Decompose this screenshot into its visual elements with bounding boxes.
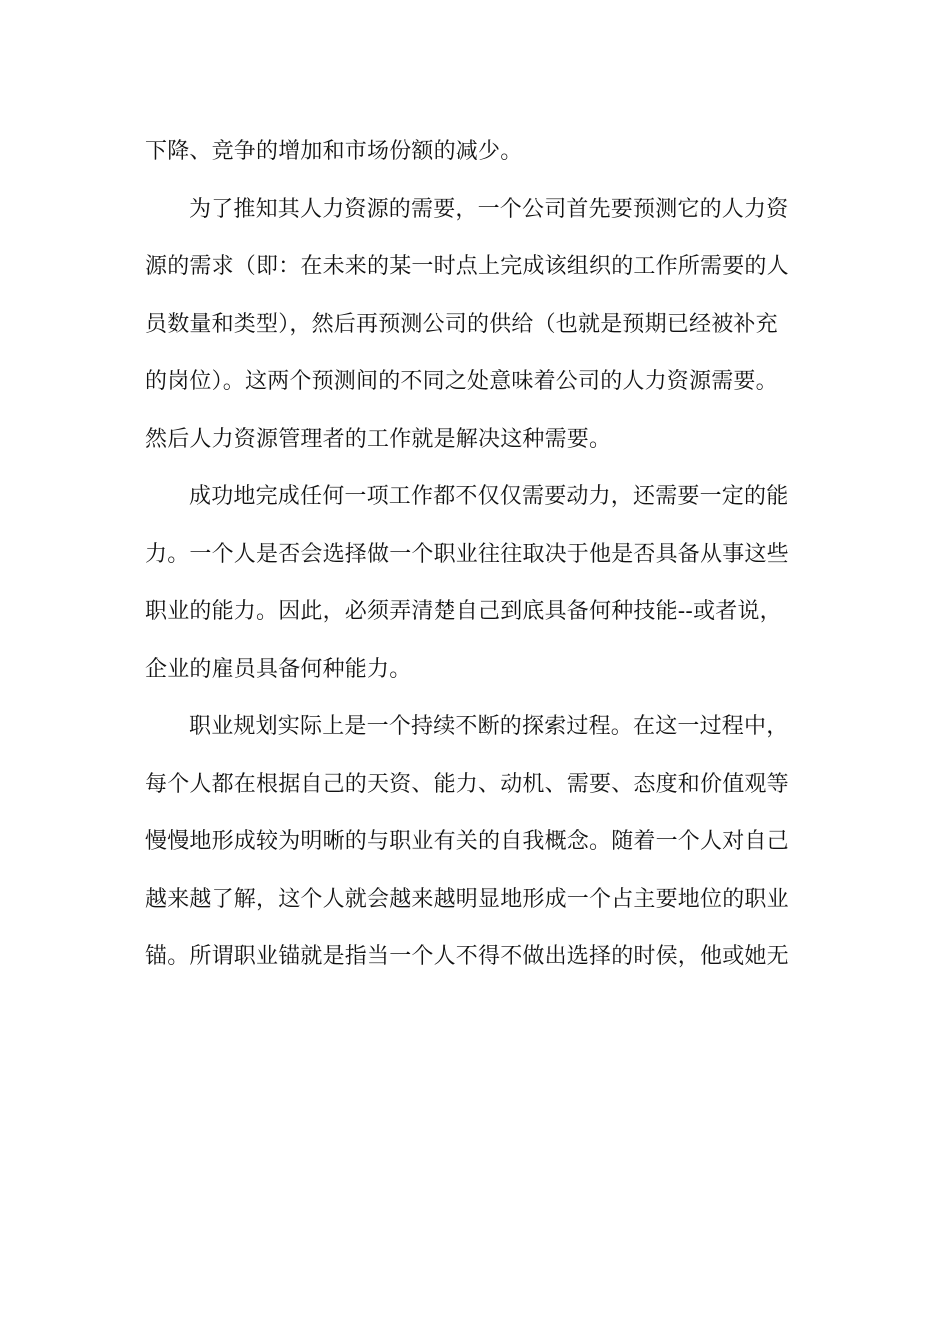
text-line: 然后人力资源管理者的工作就是解决这种需要。 (145, 426, 612, 452)
text-line: 下降、竞争的增加和市场份额的减少。 (145, 139, 523, 164)
text-line: 企业的雇员具备何种能力。 (145, 656, 412, 682)
text-line: 的岗位）。这两个预测间的不同之处意味着公司的人力资源需要。 (145, 369, 778, 394)
text-line: 越来越了解，这个人就会越来越明显地形成一个占主要地位的职业 (145, 886, 789, 912)
text-line: 源的需求（即：在未来的某一时点上完成该组织的工作所需要的人 (145, 254, 789, 279)
text-line: 成功地完成任何一项工作都不仅仅需要动力，还需要一定的能 (189, 484, 789, 509)
text-line: 每个人都在根据自己的天资、能力、动机、需要、态度和价值观等 (145, 771, 789, 797)
text-line: 职业的能力。因此，必须弄清楚自己到底具备何种技能--或者说， (145, 599, 782, 624)
text-line: 员数量和类型），然后再预测公司的供给（也就是预期已经被补充 (145, 311, 778, 337)
text-line: 锚。所谓职业锚就是指当一个人不得不做出选择的时侯，他或她无 (145, 944, 789, 969)
text-line: 力。一个人是否会选择做一个职业往往取决于他是否具备从事这些 (145, 541, 789, 567)
text-line: 职业规划实际上是一个持续不断的探索过程。在这一过程中， (189, 714, 789, 739)
text-line: 慢慢地形成较为明晰的与职业有关的自我概念。随着一个人对自己 (145, 829, 789, 854)
text-line: 为了推知其人力资源的需要，一个公司首先要预测它的人力资 (189, 196, 789, 222)
body-text (145, 130, 810, 993)
